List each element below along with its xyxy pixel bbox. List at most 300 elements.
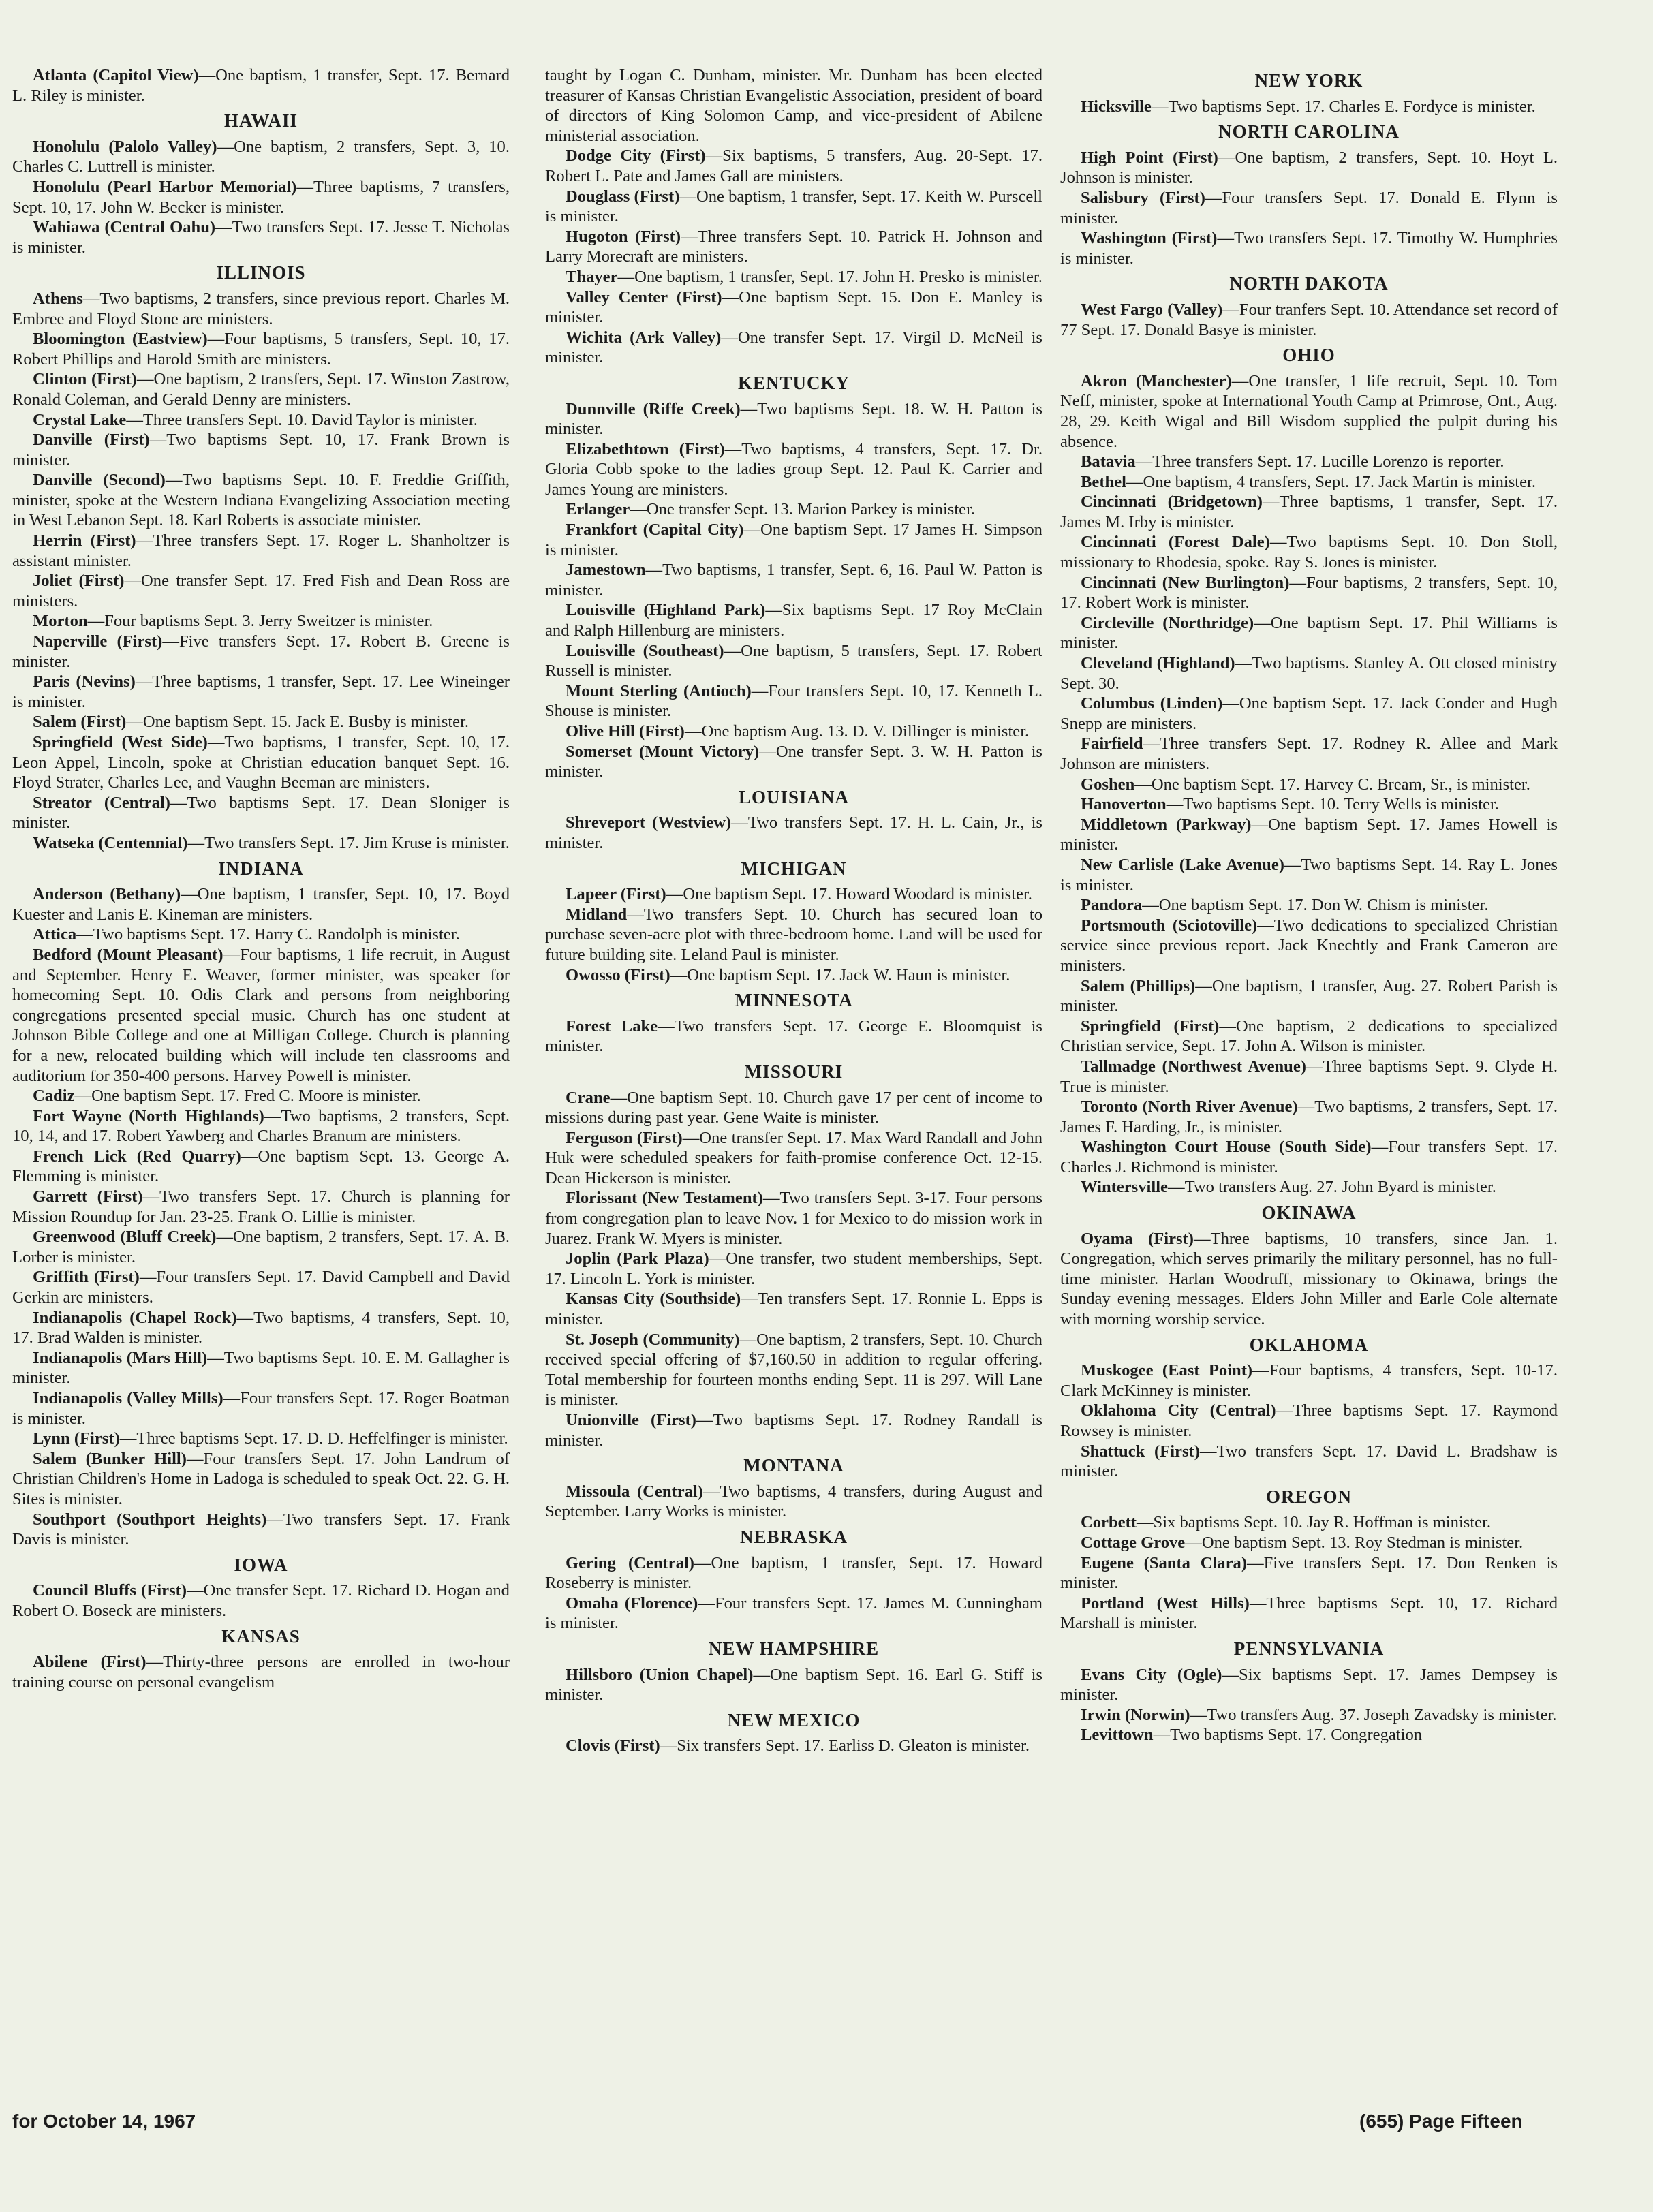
church-report — [12, 177, 510, 217]
report-text: —Two baptisms Sept. 10. E. M. Gallagher is minister. — [12, 1348, 510, 1388]
report-text: —Two transfers Sept. 17. H. L. Cain, Jr., is minister. — [545, 813, 1042, 852]
church-name: Atlanta (Capitol View) — [33, 66, 199, 84]
report-text: —Two baptisms, 4 transfers, Sept. 10, 17. Brad Walden is minister. — [12, 1308, 510, 1348]
church-name: Hillsboro (Union Chapel) — [566, 1665, 754, 1684]
church-name: Council Bluffs (First) — [33, 1581, 187, 1600]
church-report — [1060, 1553, 1558, 1593]
report-text: —Three baptisms, 10 transfers, since Jan. 1. Congregation, which serves primarily the military personnel, has no full-time minister. Harlan Woodruff, missionary to Okinawa, brings the Sunday evening messages. Elders John Miller and Earle Cole alternate with morning worship service. — [1060, 1229, 1558, 1329]
state-heading: NEW YORK — [1254, 70, 1363, 91]
report-text: —Six baptisms Sept. 17. James Dempsey is minister. — [1060, 1665, 1558, 1704]
church-name: Missoula (Central) — [566, 1482, 703, 1501]
report-text: —Six baptisms, 5 transfers, Aug. 20-Sept. 17. Robert L. Pate and James Gall are ministers. — [545, 146, 1042, 185]
report-text: —One baptism, 1 transfer, Sept. 17. John H. Presko is minister. — [617, 267, 1042, 286]
church-report — [545, 1410, 1042, 1450]
church-report — [12, 712, 510, 732]
report-text: —Six baptisms Sept. 10. Jay R. Hoffman is minister. — [1136, 1513, 1492, 1532]
church-name: Athens — [33, 289, 83, 308]
report-text: —Four transfers Sept. 10, 17. Kenneth L. Shouse is minister. — [545, 681, 1042, 721]
report-text: —Two transfers Sept. 17. David L. Bradshaw is minister. — [1060, 1442, 1558, 1481]
report-text: —One baptism Sept. 17. James Howell is minister. — [1060, 815, 1558, 854]
church-report — [545, 146, 1042, 186]
report-text: —Two baptisms Sept. 10. Terry Wells is minister. — [1166, 795, 1499, 814]
church-name: Hanoverton — [1081, 795, 1167, 814]
state-heading: MISSOURI — [744, 1061, 844, 1082]
report-text: —Three baptisms, 1 transfer, Sept. 17. Lee Wineinger is minister. — [12, 672, 510, 711]
report-text: —Three transfers Sept. 17. Roger L. Shanholtzer is assistant minister. — [12, 531, 510, 570]
report-text: —Four transfers Sept. 17. Roger Boatman is minister. — [12, 1389, 510, 1428]
report-text: —One baptism, 1 transfer, Aug. 27. Robert Parish is minister. — [1060, 976, 1558, 1016]
church-name: Morton — [33, 612, 88, 631]
church-name: Louisville (Highland Park) — [566, 601, 766, 620]
church-report — [12, 884, 510, 924]
report-text: —Two transfers Sept. 17. Church is planning for Mission Roundup for Jan. 23-25. Frank O. Lillie is minister. — [12, 1187, 510, 1226]
church-report — [545, 1249, 1042, 1289]
church-report — [1060, 1512, 1558, 1533]
church-name: Joplin (Park Plaza) — [566, 1249, 709, 1268]
church-name: Toronto (North River Avenue) — [1081, 1097, 1298, 1117]
church-report — [545, 721, 1042, 742]
report-text: —One baptism, 1 transfer, Sept. 17. Howard Roseberry is minister. — [545, 1553, 1042, 1593]
report-text: —One transfer Sept. 17. Fred Fish and Dean Ross are ministers. — [12, 572, 510, 610]
church-name: Cincinnati (New Burlington) — [1081, 573, 1290, 592]
report-text: —Ten transfers Sept. 17. Ronnie L. Epps is minister. — [545, 1290, 1042, 1329]
report-text: —One baptism, 2 transfers, Sept. 10. Church received special offering of $7,160.50 in addition to regular offering. Total membership for fourteen months ending Sept. 11 is 297. Will Lane is minister. — [545, 1330, 1042, 1409]
report-text: —Three baptisms Sept. 17. D. D. Heffelfinger is minister. — [119, 1429, 508, 1448]
church-report — [1060, 452, 1558, 472]
church-report — [1060, 1665, 1558, 1705]
state-heading: OREGON — [1265, 1486, 1352, 1507]
report-text: —One transfer Sept. 17. Richard D. Hogan and Robert O. Boseck are ministers. — [12, 1581, 510, 1620]
church-report — [1060, 1533, 1558, 1553]
footer-page-number: (655) Page Fifteen — [1359, 2110, 1523, 2132]
church-name: Goshen — [1081, 775, 1135, 794]
state-heading: OKINAWA — [1261, 1202, 1357, 1224]
church-report — [12, 329, 510, 369]
church-report — [12, 1510, 510, 1550]
church-report — [545, 520, 1042, 560]
church-name: Mount Sterling (Antioch) — [566, 681, 752, 700]
column-2 — [545, 65, 1042, 1756]
church-name: Griffith (First) — [33, 1268, 140, 1287]
report-text: —Three transfers Sept. 17. Lucille Lorenzo is reporter. — [1135, 452, 1504, 471]
church-name: Forest Lake — [566, 1016, 658, 1035]
report-text: —Six transfers Sept. 17. Earliss D. Gleaton is minister. — [660, 1736, 1030, 1756]
church-name: Florissant (New Testament) — [566, 1189, 763, 1208]
report-text: —Two dedications to specialized Christian service since previous report. Jack Knechtly and Frank Cameron are ministers. — [1060, 916, 1558, 975]
church-name: Cincinnati (Forest Dale) — [1081, 533, 1270, 552]
report-text: —One baptism, 1 transfer, Sept. 17. Bernard L. Riley is minister. — [12, 66, 510, 105]
state-heading: MINNESOTA — [735, 990, 853, 1011]
church-name: Dodge City (First) — [566, 146, 706, 166]
church-name: Bedford (Mount Pleasant) — [33, 945, 223, 964]
church-name: Salisbury (First) — [1081, 188, 1205, 207]
church-report — [545, 399, 1042, 439]
report-text: —Thirty-three persons are enrolled in two-hour training course on personal evangelism — [12, 1653, 510, 1692]
church-report — [1060, 532, 1558, 572]
state-heading: MONTANA — [743, 1455, 844, 1476]
church-name: Clinton (First) — [33, 370, 137, 389]
church-name: High Point (First) — [1081, 148, 1218, 167]
church-report — [12, 1267, 510, 1307]
church-report — [545, 560, 1042, 600]
church-report — [12, 1147, 510, 1187]
church-report — [545, 1330, 1042, 1410]
church-report — [545, 742, 1042, 782]
church-report — [1060, 1137, 1558, 1177]
church-report — [1060, 855, 1558, 895]
state-heading: OKLAHOMA — [1249, 1334, 1369, 1355]
report-text: —Two baptisms, 4 transfers, Sept. 17. Dr. Gloria Cobb spoke to the ladies group Sept. 12. Paul K. Carrier and James Young are ministers. — [545, 439, 1042, 499]
report-text: —One baptism Sept. 16. Earl G. Stiff is minister. — [545, 1665, 1042, 1704]
report-text: —Four transfers Sept. 17. Charles J. Richmond is minister. — [1060, 1138, 1558, 1177]
report-text: —Two baptisms Sept. 18. W. H. Patton is minister. — [545, 399, 1042, 439]
report-text: —One transfer, 1 life recruit, Sept. 10. Tom Neff, minister, spoke at International Youth Camp at Primrose, Ont., Aug. 28, 29. Keith Wigal and Bill Wisdom supplied the pulpit during his absence. — [1060, 371, 1558, 451]
church-report — [1060, 472, 1558, 493]
report-text: —Three baptisms Sept. 9. Clyde H. True is minister. — [1060, 1057, 1558, 1096]
church-report — [12, 571, 510, 611]
church-name: Portsmouth (Sciotoville) — [1081, 916, 1258, 935]
report-text: —One baptism Sept. 17 James H. Simpson is minister. — [545, 520, 1042, 559]
church-report — [545, 1088, 1042, 1128]
church-report — [545, 1128, 1042, 1189]
church-report — [12, 410, 510, 431]
church-name: Somerset (Mount Victory) — [566, 742, 760, 761]
church-report — [545, 1289, 1042, 1329]
church-name: Eugene (Santa Clara) — [1081, 1553, 1248, 1572]
church-report — [12, 531, 510, 571]
state-heading: HAWAII — [223, 110, 298, 131]
church-report — [1060, 492, 1558, 532]
church-name: Dunnville (Riffe Creek) — [566, 399, 741, 418]
report-text: —One transfer Sept. 13. Marion Parkey is minister. — [630, 500, 976, 519]
report-text: —One baptism Sept. 10. Church gave 17 per cent of income to missions during past year. Gene Waite is minister. — [545, 1088, 1042, 1127]
church-name: Jamestown — [566, 561, 646, 580]
church-name: Portland (West Hills) — [1081, 1593, 1250, 1613]
church-name: Lapeer (First) — [566, 885, 666, 904]
church-report — [12, 217, 510, 258]
report-text: —One transfer Sept. 3. W. H. Patton is minister. — [545, 742, 1042, 781]
state-heading: LOUISIANA — [738, 786, 850, 807]
report-text: —Two baptisms Sept. 10, 17. Frank Brown is minister. — [12, 431, 510, 469]
church-name: Frankfort (Capital City) — [566, 520, 744, 540]
church-name: Cottage Grove — [1081, 1533, 1186, 1552]
church-name: Springfield (First) — [1081, 1016, 1220, 1035]
church-report — [12, 632, 510, 672]
church-report — [12, 672, 510, 712]
church-name: Watseka (Centennial) — [33, 833, 188, 852]
church-report — [12, 1652, 510, 1692]
church-report — [545, 227, 1042, 267]
report-text: —Four transfers Sept. 17. John Landrum of Christian Children's Home in Ladoga is scheduled to speak Oct. 22. G. H. Sites is minister. — [12, 1449, 510, 1508]
church-name: Paris (Nevins) — [33, 672, 136, 691]
report-text: —One baptism, 2 transfers, Sept. 3, 10. Charles C. Luttrell is minister. — [12, 137, 510, 176]
report-text: —Five transfers Sept. 17. Robert B. Greene is minister. — [12, 632, 510, 671]
church-name: Crystal Lake — [33, 410, 127, 429]
church-report — [1060, 895, 1558, 916]
church-name: Cincinnati (Bridgetown) — [1081, 493, 1263, 512]
church-name: Wichita (Ark Valley) — [566, 328, 722, 347]
report-text: —One baptism Sept. 17. Jack W. Haun is minister. — [670, 965, 1010, 984]
church-report — [12, 833, 510, 854]
report-text: —Two baptisms Sept. 17. Harry C. Randolph is minister. — [76, 925, 460, 944]
report-text: —One baptism Aug. 13. D. V. Dillinger is minister. — [684, 722, 1030, 741]
church-report — [545, 187, 1042, 227]
church-name: Erlanger — [566, 500, 630, 519]
church-name: Louisville (Southeast) — [566, 641, 724, 660]
report-text: —One baptism, 1 transfer, Sept. 17. Keith W. Purscell is minister. — [545, 187, 1042, 226]
report-text: —Two transfers Sept. 17. Frank Davis is minister. — [12, 1510, 510, 1549]
church-name: Abilene (First) — [33, 1653, 146, 1672]
report-text: —One baptism Sept. 13. George A. Flemming is minister. — [12, 1147, 510, 1186]
church-name: Indianapolis (Mars Hill) — [33, 1348, 208, 1367]
church-report — [545, 1593, 1042, 1634]
church-name: Bethel — [1081, 472, 1126, 491]
church-name: Indianapolis (Valley Mills) — [33, 1389, 223, 1407]
report-text: —One transfer Sept. 17. Virgil D. McNeil is minister. — [545, 328, 1042, 367]
church-report — [545, 600, 1042, 640]
church-name: Evans City (Ogle) — [1081, 1665, 1222, 1684]
report-text: taught by Logan C. Dunham, minister. Mr. Dunham has been elected treasurer of Kansas Christian Evangelistic Association, president of board of directors of King Solomon Camp, and vice-president of Abilene ministerial association. — [545, 66, 1042, 145]
church-report — [1060, 976, 1558, 1016]
state-heading: NEBRASKA — [739, 1526, 848, 1547]
church-name: Herrin (First) — [33, 531, 136, 550]
church-name: Attica — [33, 925, 77, 944]
report-text: —Two baptisms, 1 transfer, Sept. 6, 16. Paul W. Patton is minister. — [545, 561, 1042, 599]
church-report — [1060, 1016, 1558, 1057]
report-text: —One baptism, 2 transfers, Sept. 10. Hoyt L. Johnson is minister. — [1060, 148, 1558, 187]
church-name: Shattuck (First) — [1081, 1442, 1200, 1461]
church-name: Levittown — [1081, 1726, 1154, 1745]
church-report — [12, 369, 510, 409]
church-name: Wahiawa (Central Oahu) — [33, 218, 216, 237]
church-report — [1060, 794, 1558, 815]
church-name: Danville (Second) — [33, 471, 166, 490]
church-name: Streator (Central) — [33, 793, 170, 812]
report-text: —Two baptisms, 4 transfers, during August and September. Larry Works is minister. — [545, 1482, 1042, 1521]
church-report — [545, 328, 1042, 368]
church-report — [545, 884, 1042, 905]
report-text: —One baptism Sept. 17. Howard Woodard is minister. — [666, 885, 1032, 904]
church-report — [12, 1086, 510, 1106]
church-name: Greenwood (Bluff Creek) — [33, 1228, 217, 1247]
report-text: —Four baptisms, 2 transfers, Sept. 10, 17. Robert Work is minister. — [1060, 573, 1558, 612]
church-name: Fort Wayne (North Highlands) — [33, 1106, 264, 1125]
report-text: —Four baptisms, 1 life recruit, in August and September. Henry E. Weaver, former minister, was speaker for homecoming Sept. 10. Odis Clark and persons from neighboring congregations presented special music. Church has one student at Johnson Bible College and one at Milligan College. Church is planning for a new, relocated building which will include ten classrooms and auditorium for 350-400 persons. Harvey Powell is minister. — [12, 945, 510, 1085]
report-text: —Two baptisms. Stanley A. Ott closed ministry Sept. 30. — [1060, 654, 1558, 693]
report-text: —Two transfers Sept. 17. Jim Kruse is minister. — [187, 833, 510, 852]
church-report — [1060, 1360, 1558, 1401]
church-report — [545, 439, 1042, 500]
church-report — [545, 641, 1042, 681]
church-report — [545, 1188, 1042, 1249]
church-name: Shreveport (Westview) — [566, 813, 732, 832]
report-text: —Two transfers Aug. 27. John Byard is minister. — [1167, 1178, 1496, 1197]
state-heading: ILLINOIS — [216, 262, 306, 283]
church-name: Gering (Central) — [566, 1553, 694, 1572]
church-report — [12, 1449, 510, 1510]
church-name: Cadiz — [33, 1087, 75, 1106]
church-name: Olive Hill (First) — [566, 722, 685, 741]
church-report — [1060, 1705, 1558, 1726]
church-report — [12, 1308, 510, 1348]
state-heading: KENTUCKY — [737, 372, 850, 393]
report-text: —Three transfers Sept. 17. Rodney R. Allee and Mark Johnson are ministers. — [1060, 734, 1558, 773]
report-text: —Three baptisms, 1 transfer, Sept. 17. James M. Irby is minister. — [1060, 493, 1558, 531]
report-text: —One baptism Sept. 13. Roy Stedman is minister. — [1185, 1533, 1524, 1552]
church-report — [12, 1227, 510, 1267]
church-name: Washington (First) — [1081, 229, 1218, 248]
report-text: —One baptism Sept. 15. Jack E. Busby is minister. — [126, 713, 469, 732]
report-text: —One transfer, two student memberships, Sept. 17. Lincoln L. York is minister. — [545, 1249, 1042, 1288]
church-report — [545, 1553, 1042, 1593]
report-text: —Four transfers Sept. 17. Donald E. Flynn is minister. — [1060, 188, 1558, 228]
report-text: —Two transfers Sept. 10. Church has secured loan to purchase seven-acre plot with three-bedroom home. Land will be used for future building site. Leland Paul is minister. — [545, 905, 1042, 964]
report-text: —Two baptisms, 2 transfers, Sept. 17. James F. Harding, Jr., is minister. — [1060, 1097, 1558, 1136]
church-report — [1060, 1229, 1558, 1330]
report-text: —Two baptisms Sept. 17. Congregation — [1153, 1726, 1423, 1745]
church-name: Wintersville — [1081, 1178, 1168, 1197]
church-report — [12, 1388, 510, 1429]
church-name: Salem (Phillips) — [1081, 976, 1196, 995]
report-text: —One baptism, 2 transfers, Sept. 17. A. B. Lorber is minister. — [12, 1228, 510, 1266]
state-heading: NEW MEXICO — [727, 1709, 861, 1730]
church-report — [545, 65, 1042, 146]
church-report — [1060, 1593, 1558, 1634]
report-text: —Four baptisms, 5 transfers, Sept. 10, 17. Robert Phillips and Harold Smith are ministers. — [12, 330, 510, 369]
report-text: —Two baptisms, 1 transfer, Sept. 10, 17. Leon Appel, Lincoln, spoke at Christian education banquet Sept. 16. Floyd Strater, Charles Lee, and Vaughn Beeman are ministers. — [12, 733, 510, 792]
state-heading: NORTH CAROLINA — [1218, 121, 1400, 142]
church-name: New Carlisle (Lake Avenue) — [1081, 855, 1284, 874]
report-text: —Two baptisms Sept. 17. Charles E. Fordyce is minister. — [1151, 97, 1536, 116]
church-name: Akron (Manchester) — [1081, 371, 1232, 390]
church-report — [12, 137, 510, 177]
church-report — [1060, 97, 1558, 117]
church-report — [1060, 694, 1558, 734]
church-name: French Lick (Red Quarry) — [33, 1147, 241, 1166]
church-name: Owosso (First) — [566, 965, 670, 984]
report-text: —One baptism Sept. 17. Harvey C. Bream, Sr., is minister. — [1134, 775, 1530, 794]
report-text: —Three baptisms Sept. 17. Raymond Rowsey is minister. — [1060, 1401, 1558, 1440]
church-report — [545, 905, 1042, 965]
church-name: Circleville (Northridge) — [1081, 613, 1254, 632]
church-report — [12, 1348, 510, 1388]
church-name: Midland — [566, 905, 628, 924]
report-text: —Four baptisms Sept. 3. Jerry Sweitzer is minister. — [87, 612, 433, 631]
church-name: Honolulu (Palolo Valley) — [33, 137, 217, 156]
church-report — [1060, 1442, 1558, 1482]
church-report — [12, 611, 510, 632]
church-report — [545, 965, 1042, 986]
report-text: —One baptism, 4 transfers, Sept. 17. Jack Martin is minister. — [1126, 472, 1536, 491]
church-report — [1060, 371, 1558, 452]
church-name: West Fargo (Valley) — [1081, 300, 1223, 319]
church-report — [1060, 1177, 1558, 1198]
church-report — [545, 499, 1042, 520]
report-text: —One baptism, 1 transfer, Sept. 10, 17. Boyd Kuester and Lanis E. Kineman are ministers. — [12, 885, 510, 924]
report-text: —Two baptisms Sept. 10. F. Freddie Griffith, minister, spoke at the Western Indiana Evangelizing Association meeting in West Lebanon Sept. 18. Karl Roberts is associate minister. — [12, 471, 510, 530]
footer-issue-date: for October 14, 1967 — [12, 2110, 196, 2132]
church-report — [12, 1187, 510, 1227]
report-text: —One baptism Sept. 17. Fred C. Moore is minister. — [74, 1087, 421, 1106]
church-report — [1060, 1401, 1558, 1441]
church-report — [12, 732, 510, 793]
church-report — [1060, 228, 1558, 268]
church-name: Kansas City (Southside) — [566, 1290, 741, 1309]
report-text: —Four tranfers Sept. 10. Attendance set record of 77 Sept. 17. Donald Basye is minister. — [1060, 300, 1558, 339]
state-heading: MICHIGAN — [741, 858, 847, 879]
report-text: —Two baptisms, 2 transfers, since previous report. Charles M. Embree and Floyd Stone are ministers. — [12, 289, 510, 328]
report-text: —Two transfers Sept. 17. Timothy W. Humphries is minister. — [1060, 229, 1558, 268]
church-name: Garrett (First) — [33, 1187, 143, 1206]
church-report — [545, 1482, 1042, 1522]
church-report — [12, 1429, 510, 1449]
report-text: —Six baptisms Sept. 17 Roy McClain and Ralph Hillenburg are ministers. — [545, 601, 1042, 640]
church-name: Douglass (First) — [566, 187, 680, 206]
church-name: Muskogee (East Point) — [1081, 1361, 1253, 1380]
church-report — [12, 1106, 510, 1147]
church-name: Hugoton (First) — [566, 227, 681, 246]
church-name: Thayer — [566, 267, 618, 286]
church-report — [1060, 734, 1558, 774]
report-text: —Four transfers Sept. 17. James M. Cunningham is minister. — [545, 1593, 1042, 1633]
report-text: —Two transfers Sept. 17. Jesse T. Nicholas is minister. — [12, 218, 510, 257]
church-name: St. Joseph (Community) — [566, 1330, 740, 1349]
church-name: Omaha (Florence) — [566, 1593, 698, 1613]
report-text: —One baptism, 5 transfers, Sept. 17. Robert Russell is minister. — [545, 641, 1042, 681]
state-heading: IOWA — [234, 1554, 288, 1575]
report-text: —Three transfers Sept. 10. David Taylor is minister. — [126, 410, 478, 429]
church-report — [12, 945, 510, 1086]
church-report — [1060, 653, 1558, 694]
report-text: —Three baptisms, 7 transfers, Sept. 10, 17. John W. Becker is minister. — [12, 177, 510, 217]
church-name: Joliet (First) — [33, 572, 125, 591]
church-report — [545, 267, 1042, 287]
church-name: Unionville (First) — [566, 1411, 696, 1429]
church-name: Batavia — [1081, 452, 1136, 471]
church-name: Ferguson (First) — [566, 1128, 683, 1147]
church-name: Springfield (West Side) — [33, 733, 208, 751]
report-text: —Three baptisms Sept. 10, 17. Richard Marshall is minister. — [1060, 1593, 1558, 1633]
church-name: Tallmadge (Northwest Avenue) — [1081, 1057, 1306, 1076]
church-report — [1060, 815, 1558, 855]
church-report — [1060, 1057, 1558, 1097]
church-report — [545, 287, 1042, 328]
church-report — [12, 924, 510, 945]
church-name: Oyama (First) — [1081, 1229, 1194, 1248]
church-report — [1060, 1097, 1558, 1137]
church-report — [545, 813, 1042, 853]
report-text: —One baptism, 2 transfers, Sept. 17. Winston Zastrow, Ronald Coleman, and Gerald Denny are ministers. — [12, 370, 510, 409]
report-text: —Two transfers Aug. 37. Joseph Zavadsky is minister. — [1190, 1705, 1557, 1724]
church-report — [1060, 613, 1558, 653]
church-report — [545, 1016, 1042, 1057]
church-name: Crane — [566, 1088, 611, 1107]
church-report — [545, 1736, 1042, 1756]
church-name: Clovis (First) — [566, 1736, 660, 1756]
church-report — [545, 1665, 1042, 1705]
church-report — [1060, 916, 1558, 976]
church-name: Danville (First) — [33, 431, 150, 450]
state-heading: INDIANA — [218, 858, 304, 879]
church-name: Columbus (Linden) — [1081, 694, 1223, 713]
church-report — [12, 793, 510, 833]
church-name: Oklahoma City (Central) — [1081, 1401, 1276, 1420]
report-text: —Two baptisms Sept. 10. Don Stoll, missionary to Rhodesia, spoke. Ray S. Jones is minister. — [1060, 533, 1558, 572]
report-text: —Two baptisms Sept. 17. Rodney Randall is minister. — [545, 1411, 1042, 1450]
report-text: —Two baptisms, 2 transfers, Sept. 10, 14, and 17. Robert Yawberg and Charles Branum are ministers. — [12, 1106, 510, 1146]
church-report — [1060, 188, 1558, 228]
report-text: —One baptism Sept. 17. Don W. Chism is minister. — [1142, 896, 1489, 915]
